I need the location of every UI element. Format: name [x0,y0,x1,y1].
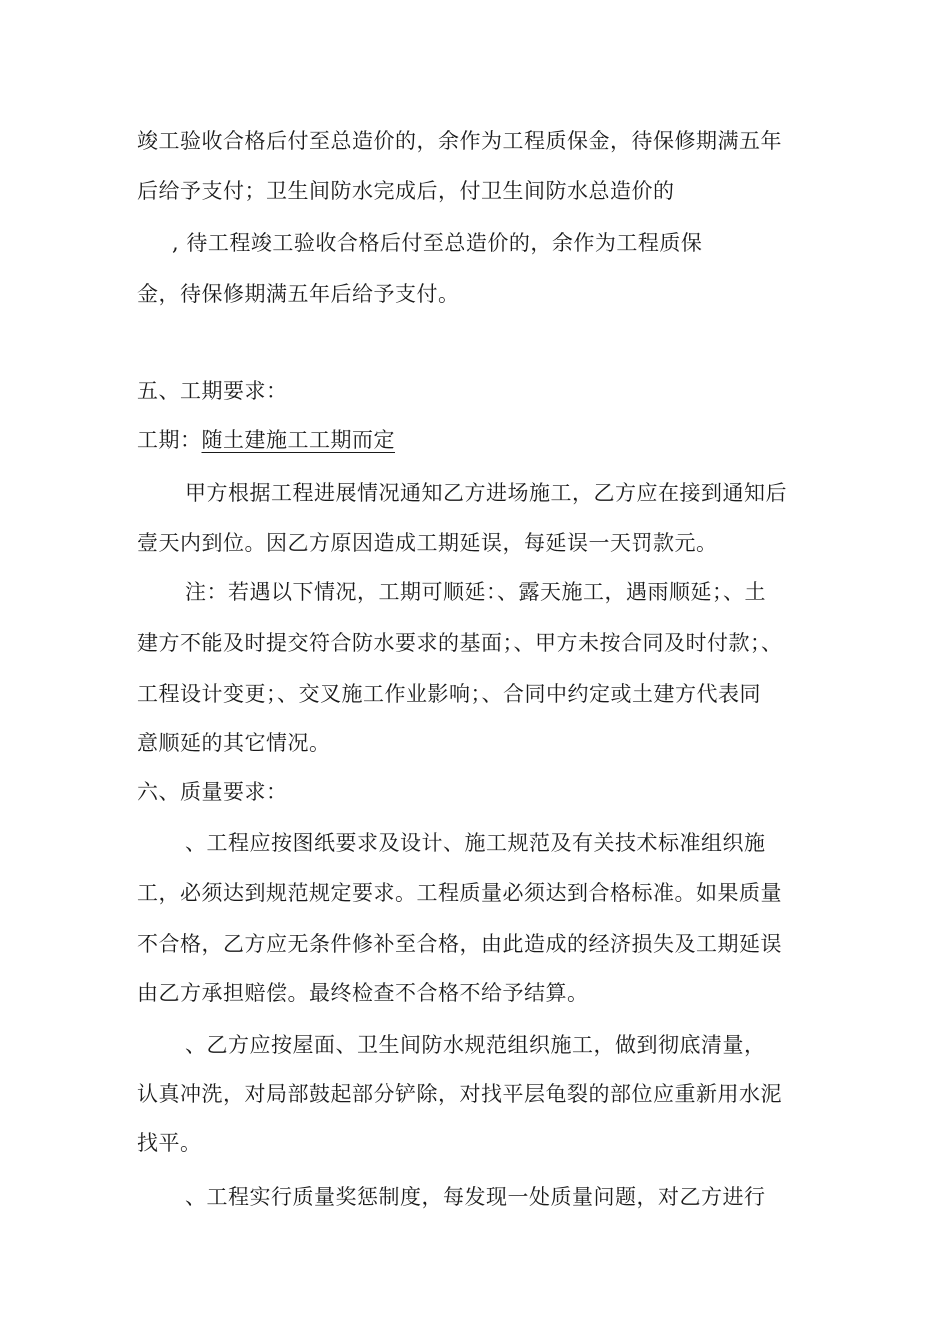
paragraph-line: 、工程应按图纸要求及设计、施工规范及有关技术标准组织施 [185,831,766,855]
schedule-value: 随土建施工工期而定 [201,428,395,452]
schedule-label: 工期： [137,428,202,452]
paragraph-line: 意顺延的其它情况。 [137,731,331,755]
paragraph-line: 注：若遇以下情况，工期可顺延：、露天施工，遇雨顺延；、土 [185,580,766,604]
paragraph-line: 金，待保修期满五年后给予支付。 [137,282,460,306]
section-heading-quality: 六、质量要求： [137,780,288,804]
paragraph-line: 不合格，乙方应无条件修补至合格，由此造成的经济损失及工期延误 [137,932,782,956]
paragraph-line: 认真冲洗，对局部鼓起部分铲除，对找平层龟裂的部位应重新用水泥 [137,1082,782,1106]
paragraph-line: 壹天内到位。因乙方原因造成工期延误，每延误一天罚款元。 [137,531,718,555]
paragraph-line: 由乙方承担赔偿。最终检查不合格不给予结算。 [137,981,589,1005]
paragraph-line: 竣工验收合格后付至总造价的，余作为工程质保金，待保修期满五年 [137,129,782,153]
paragraph-line: 、工程实行质量奖惩制度，每发现一处质量问题，对乙方进行 [185,1185,766,1209]
paragraph-line: 、乙方应按屋面、卫生间防水规范组织施工，做到彻底清量， [185,1033,766,1057]
paragraph-line: 工，必须达到规范规定要求。工程质量必须达到合格标准。如果质量 [137,881,782,905]
paragraph-line: 甲方根据工程进展情况通知乙方进场施工，乙方应在接到通知后 [185,481,787,505]
section-heading-schedule: 五、工期要求： [137,379,288,403]
paragraph-line: 建方不能及时提交符合防水要求的基面；、甲方未按合同及时付款；、 [137,631,783,655]
paragraph-line: , 待工程竣工验收合格后付至总造价的，余作为工程质保 [172,231,703,255]
paragraph-line: 工程设计变更；、交叉施工作业影响；、合同中约定或土建方代表同 [137,682,761,706]
schedule-line [137,425,395,455]
paragraph-line: 找平。 [137,1131,202,1155]
paragraph-line: 后给予支付；卫生间防水完成后，付卫生间防水总造价的 [137,179,675,203]
